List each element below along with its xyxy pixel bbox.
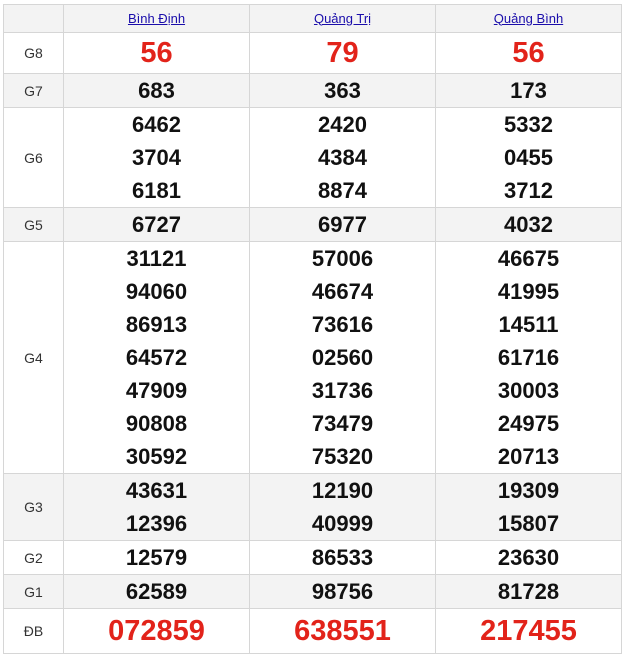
prize-cell [250,74,436,108]
prize-number: 4032 [504,212,553,237]
prize-number: 30003 [497,378,560,403]
header-row [4,5,622,33]
prize-number: 43631 [125,478,188,503]
province-link[interactable]: Quảng Bình [493,10,564,26]
prize-cell [250,33,436,74]
prize-cell [436,208,622,242]
prize-number: 94060 [125,279,188,304]
prize-label: G7 [4,74,64,108]
prize-cell [64,609,250,654]
lottery-results-table [3,4,622,654]
prize-number: 90808 [125,411,188,436]
prize-number: 75320 [311,444,374,469]
prize-cell [64,208,250,242]
special-prize-number: 217455 [480,615,577,647]
prize-cell [250,541,436,575]
prize-number: 14511 [498,312,559,337]
prize-cell [250,242,436,474]
prize-number: 86913 [125,312,188,337]
prize-cell [250,575,436,609]
prize-cell [436,575,622,609]
prize-label: G3 [4,474,64,541]
prize-number: 8874 [318,178,367,203]
prize-number: 3704 [132,145,181,170]
prize-cell [436,242,622,474]
province-link[interactable]: Quảng Trị [313,10,372,26]
prize-number: 173 [510,78,547,103]
prize-number: 19309 [497,478,560,503]
prize-label: ĐB [4,609,64,654]
prize-number: 12190 [311,478,374,503]
prize-number: 56 [140,37,173,69]
prize-label: G1 [4,575,64,609]
prize-label: G6 [4,108,64,208]
prize-cell [64,541,250,575]
prize-number: 2420 [318,112,367,137]
prize-row-g4 [4,242,622,474]
prize-number: 47909 [125,378,188,403]
prize-number: 6727 [132,212,181,237]
prize-cell [436,33,622,74]
prize-number: 0455 [504,145,553,170]
prize-row-g1 [4,575,622,609]
prize-number: 12579 [125,545,188,570]
prize-row-g2 [4,541,622,575]
prize-row-g8 [4,33,622,74]
prize-cell [250,208,436,242]
prize-number: 6181 [132,178,181,203]
prize-cell [64,74,250,108]
prize-cell [250,108,436,208]
prize-number: 4384 [318,145,367,170]
prize-number: 363 [324,78,361,103]
prize-number: 40999 [311,511,374,536]
province-header [64,5,250,33]
prize-number: 41995 [497,279,560,304]
prize-cell [250,474,436,541]
prize-number: 15807 [497,511,560,536]
prize-number: 56 [512,37,545,69]
prize-number: 61716 [497,345,560,370]
prize-cell [436,541,622,575]
province-header [250,5,436,33]
special-prize-number: 638551 [294,615,391,647]
prize-cell [64,474,250,541]
prize-cell [250,609,436,654]
prize-number: 46675 [497,246,560,271]
prize-number: 3712 [504,178,553,203]
prize-label: G5 [4,208,64,242]
prize-number: 57006 [311,246,374,271]
prize-number: 73479 [311,411,374,436]
prize-number: 98756 [311,579,374,604]
special-prize-number: 072859 [108,615,205,647]
prize-number: 6462 [132,112,181,137]
prize-row-g3 [4,474,622,541]
prize-cell [64,575,250,609]
prize-cell [436,609,622,654]
prize-number: 73616 [311,312,374,337]
prize-cell [64,108,250,208]
prize-number: 12396 [125,511,188,536]
prize-row-g6 [4,108,622,208]
prize-number: 46674 [311,279,374,304]
prize-number: 30592 [125,444,188,469]
prize-number: 23630 [497,545,560,570]
prize-row-g5 [4,208,622,242]
prize-cell [64,33,250,74]
prize-label: G8 [4,33,64,74]
prize-number: 31736 [311,378,374,403]
prize-number: 62589 [125,579,188,604]
prize-cell [436,74,622,108]
prize-number: 683 [138,78,175,103]
prize-cell [436,474,622,541]
prize-number: 5332 [504,112,553,137]
prize-label: G4 [4,242,64,474]
prize-number: 6977 [318,212,367,237]
prize-number: 81728 [497,579,560,604]
prize-row-special [4,609,622,654]
prize-number: 20713 [497,444,560,469]
province-link[interactable]: Bình Định [127,10,186,26]
prize-number: 31121 [126,246,187,271]
prize-number: 79 [326,37,359,69]
prize-number: 64572 [125,345,188,370]
prize-number: 24975 [497,411,560,436]
prize-number: 86533 [311,545,374,570]
prize-cell [436,108,622,208]
prize-row-g7 [4,74,622,108]
header-corner [4,5,64,33]
province-header [436,5,622,33]
prize-number: 02560 [311,345,374,370]
prize-label: G2 [4,541,64,575]
prize-cell [64,242,250,474]
